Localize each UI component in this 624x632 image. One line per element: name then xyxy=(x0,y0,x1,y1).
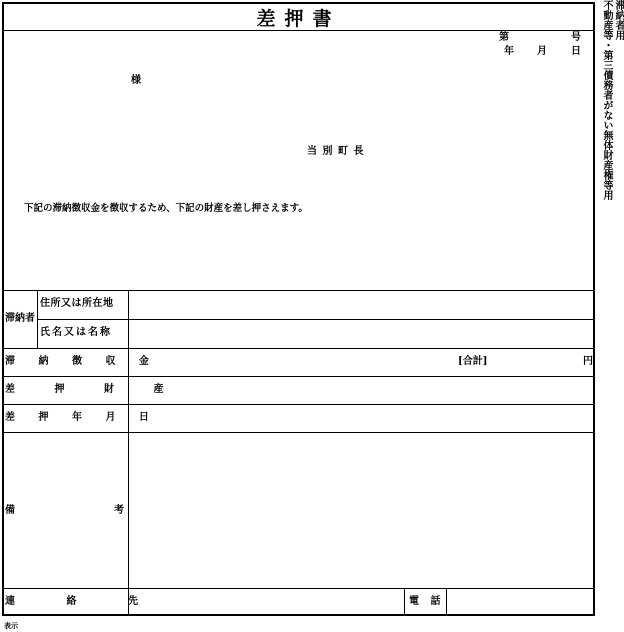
date-divider xyxy=(2,432,595,433)
title-divider xyxy=(2,30,595,31)
side-note-recipient: 滞納者用 xyxy=(613,0,624,40)
footer-mark: 表示 xyxy=(4,621,18,630)
label-column-line xyxy=(128,290,129,616)
contact-label: 連 絡 先 xyxy=(5,596,162,607)
property-divider xyxy=(2,404,595,405)
taxpayer-label: 滞納者 xyxy=(5,313,35,324)
number-suffix: 号 xyxy=(571,32,581,43)
seizure-statement: 下記の滞納徴収金を徴収するため、下記の財産を差し押さえます。 xyxy=(24,203,308,214)
remarks-label-right: 考 xyxy=(114,505,124,516)
remarks-label-left: 備 xyxy=(5,505,15,516)
phone-label-left-line xyxy=(404,588,405,616)
phone-label: 電 話 xyxy=(409,596,445,607)
name-label: 氏名又は名称 xyxy=(40,327,112,338)
year-label: 年 xyxy=(504,46,514,57)
month-label: 月 xyxy=(537,46,547,57)
side-note-usage: 不動産等・第三債務者がない無体財産権等用 xyxy=(601,0,612,200)
issuer-title: 当 別 町 長 xyxy=(307,146,365,157)
total-label: [合計] xyxy=(458,356,488,367)
side-note xyxy=(599,0,624,258)
day-label: 日 xyxy=(571,46,581,57)
address-label: 住所又は所在地 xyxy=(40,298,114,309)
header-section-divider xyxy=(2,290,595,291)
taxpayer-divider xyxy=(2,348,595,349)
yen-unit: 円 xyxy=(583,356,593,367)
delinquent-amount-label: 滞 納 徴 収 金 xyxy=(5,356,159,367)
taxpayer-column-line xyxy=(37,290,38,348)
number-prefix: 第 xyxy=(499,32,509,43)
phone-label-right-line xyxy=(446,588,447,616)
seized-property-label: 差 押 財 産 xyxy=(5,384,182,395)
amount-divider xyxy=(2,376,595,377)
addressee-honorific: 様 xyxy=(131,75,141,86)
address-name-divider xyxy=(37,319,595,320)
seizure-date-label: 差 押 年 月 日 xyxy=(5,412,159,423)
document-title: 差押書 xyxy=(256,8,341,30)
remarks-divider xyxy=(2,588,595,589)
